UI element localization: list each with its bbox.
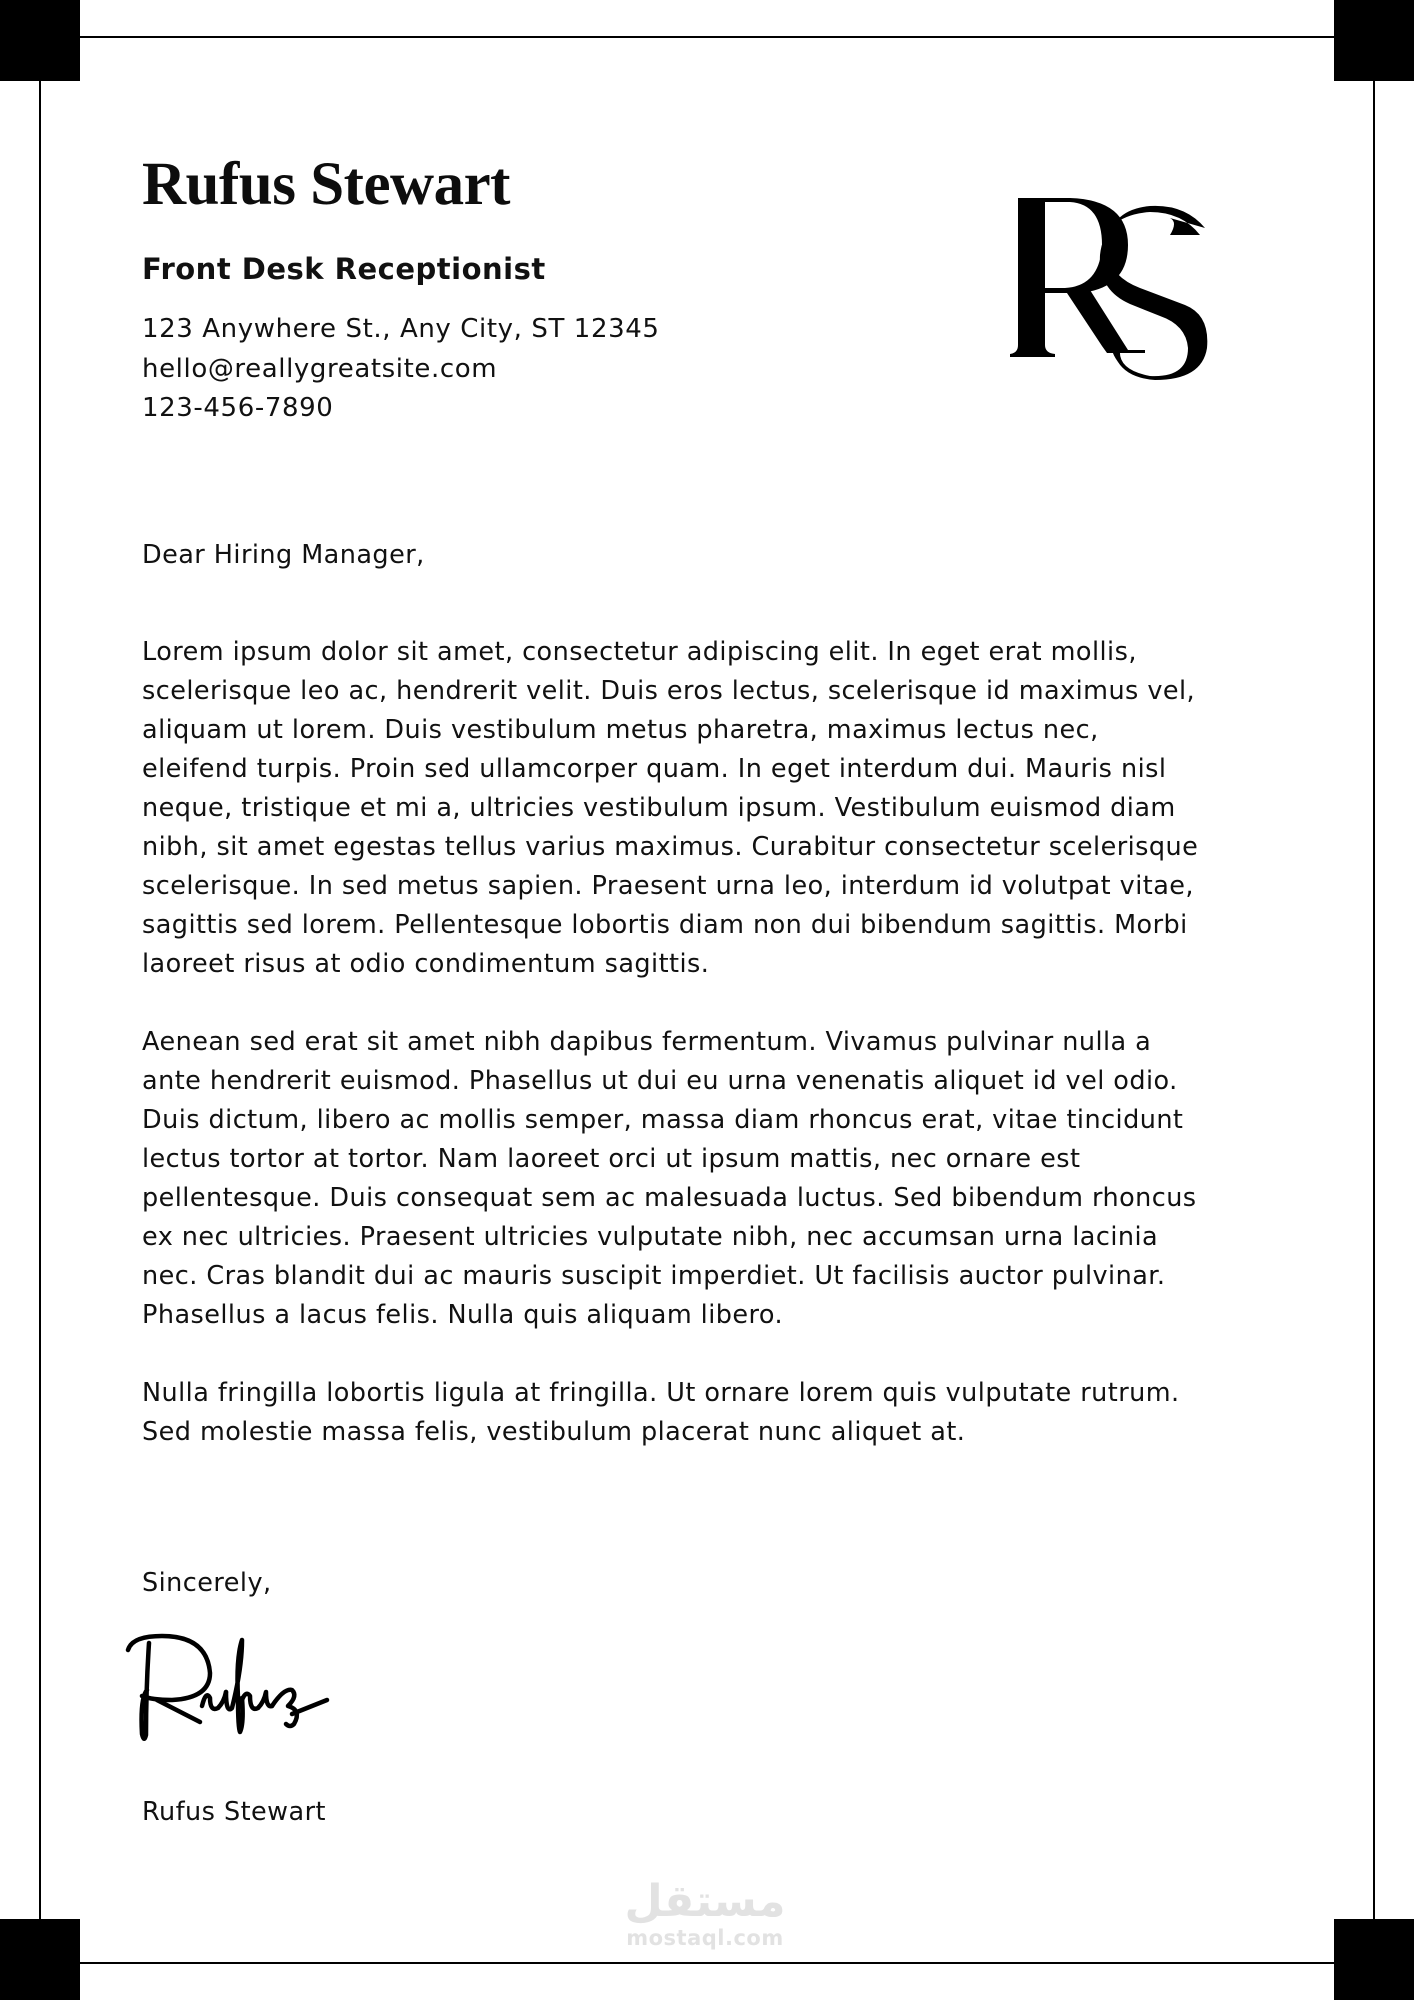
letter-body — [142, 633, 1267, 1491]
paragraph-line: scelerisque leo ac, hendrerit velit. Duis eros lectus, scelerisque id maximus vel, — [142, 676, 1196, 706]
sender-name: Rufus Stewart — [142, 151, 510, 218]
paragraph-line: ante hendrerit euismod. Phasellus ut dui eu urna venenatis aliquet id vel odio. — [142, 1066, 1178, 1096]
paragraph-line: ex nec ultricies. Praesent ultricies vulputate nibh, nec accumsan urna lacinia — [142, 1222, 1159, 1252]
paragraph-line: Sed molestie massa felis, vestibulum placerat nunc aliquet at. — [142, 1417, 966, 1447]
frame-line-left — [39, 81, 41, 1919]
closing: Sincerely, — [142, 1568, 272, 1598]
corner-block-top-left — [0, 0, 80, 81]
paragraph-line: lectus tortor at tortor. Nam laoreet orci ut ipsum mattis, nec ornare est — [142, 1144, 1081, 1174]
address: 123 Anywhere St., Any City, ST 12345 — [142, 314, 660, 344]
body-paragraph — [142, 1374, 1267, 1452]
paragraph-line: nec. Cras blandit dui ac mauris suscipit imperdiet. Ut facilisis auctor pulvinar. — [142, 1261, 1166, 1291]
job-title: Front Desk Receptionist — [142, 252, 546, 286]
paragraph-line: eleifend turpis. Proin sed ullamcorper quam. In eget interdum dui. Mauris nisl — [142, 754, 1167, 784]
paragraph-line: scelerisque. In sed metus sapien. Praesent urna leo, interdum id volutpat vitae, — [142, 871, 1194, 901]
frame-line-bottom — [80, 1962, 1334, 1964]
paragraph-line: Phasellus a lacus felis. Nulla quis aliquam libero. — [142, 1300, 784, 1330]
corner-block-top-right — [1334, 0, 1414, 81]
paragraph-line: aliquam ut lorem. Duis vestibulum metus pharetra, maximus lectus nec, — [142, 715, 1099, 745]
phone: 123-456-7890 — [142, 393, 334, 423]
paragraph-line: sagittis sed lorem. Pellentesque lobortis diam non dui bibendum sagittis. Morbi — [142, 910, 1188, 940]
paragraph-line: pellentesque. Duis consequat sem ac malesuada luctus. Sed bibendum rhoncus — [142, 1183, 1197, 1213]
greeting: Dear Hiring Manager, — [142, 540, 425, 570]
corner-block-bottom-left — [0, 1919, 80, 2000]
body-paragraph — [142, 633, 1267, 984]
email: hello@reallygreatsite.com — [142, 353, 498, 384]
paragraph-line: Aenean sed erat sit amet nibh dapibus fermentum. Vivamus pulvinar nulla a — [142, 1027, 1152, 1057]
frame-line-top — [80, 36, 1334, 38]
paragraph-line: laoreet risus at odio condimentum sagittis. — [142, 949, 710, 979]
monogram-logo-icon — [1010, 190, 1240, 400]
signature-icon — [122, 1628, 352, 1753]
body-paragraph — [142, 1023, 1267, 1335]
watermark-arabic: مستقل — [624, 1876, 786, 1927]
paragraph-line: nibh, sit amet egestas tellus varius maximus. Curabitur consectetur scelerisque — [142, 832, 1199, 862]
corner-block-bottom-right — [1334, 1919, 1414, 2000]
watermark-latin: mostaql.com — [626, 1926, 784, 1950]
signer-name: Rufus Stewart — [142, 1797, 326, 1827]
watermark — [615, 1878, 795, 1950]
paragraph-line: neque, tristique et mi a, ultricies vestibulum ipsum. Vestibulum euismod diam — [142, 793, 1176, 823]
paragraph-line: Duis dictum, libero ac mollis semper, massa diam rhoncus erat, vitae tincidunt — [142, 1105, 1184, 1135]
frame-line-right — [1373, 81, 1375, 1919]
paragraph-line: Nulla fringilla lobortis ligula at fringilla. Ut ornare lorem quis vulputate rutrum. — [142, 1378, 1180, 1408]
paragraph-line: Lorem ipsum dolor sit amet, consectetur adipiscing elit. In eget erat mollis, — [142, 637, 1137, 667]
contact-block — [142, 310, 660, 429]
